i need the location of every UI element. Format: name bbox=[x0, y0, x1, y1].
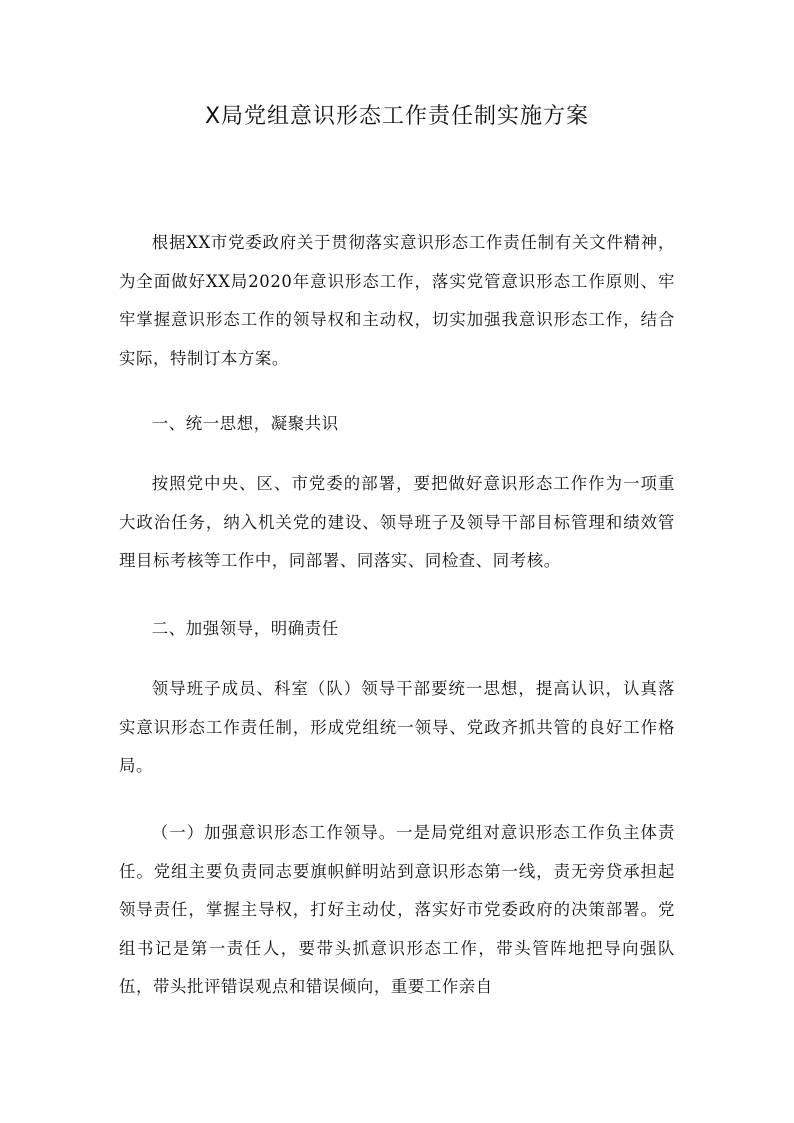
subsection-1-paragraph: （一）加强意识形态工作领导。一是局党组对意识形态工作负主体责任。党组主要负责同志要旗帜鲜明站到意识形态第一线，责无旁贷承担起领导责任，掌握主导权，打好主动仗，落实好市党委政府的决策部署。党组书记是第一责任人，要带头抓意识形态工作，带头管阵地把导向强队伍，带头批评错误观点和错误倾向，重要工作亲自 bbox=[119, 823, 675, 997]
document-title: X局党组意识形态工作责任制实施方案 bbox=[204, 104, 590, 129]
intro-paragraph: 根据XX市党委政府关于贯彻落实意识形态工作责任制有关文件精神，为全面做好XX局2020年意识形态工作，落实党管意识形态工作原则、牢牢掌握意识形态工作的领导权和主动权，切实加强我意识形态工作，结合实际，特制订本方案。 bbox=[119, 233, 675, 368]
section-heading-2: 二、加强领导，明确责任 bbox=[151, 619, 339, 638]
section-2-paragraph: 领导班子成员、科室（队）领导干部要统一思想，提高认识，认真落实意识形态工作责任制，形成党组统一领导、党政齐抓共管的良好工作格局。 bbox=[119, 679, 675, 776]
section-heading-1: 一、统一思想，凝聚共识 bbox=[151, 414, 339, 433]
section-1-paragraph: 按照党中央、区、市党委的部署，要把做好意识形态工作作为一项重大政治任务，纳入机关党的建设、领导班子及领导干部目标管理和绩效管理目标考核等工作中，同部署、同落实、同检查、同考核。 bbox=[119, 474, 675, 571]
